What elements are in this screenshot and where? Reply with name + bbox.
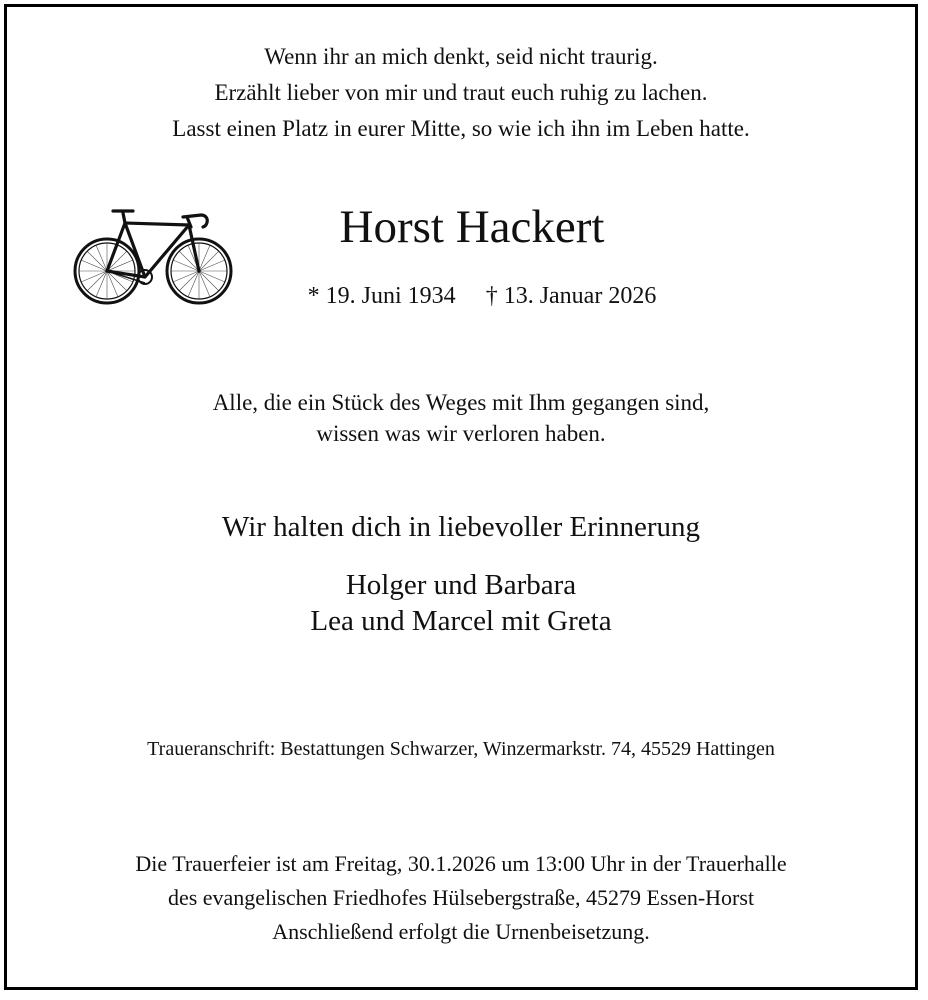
family-names xyxy=(7,567,915,639)
mourning-address: Traueranschrift: Bestattungen Schwarzer, Winzermarkstr. 74, 45529 Hattingen xyxy=(147,738,775,760)
obituary-frame xyxy=(4,4,918,990)
ceremony-line: Anschließend erfolgt die Urnenbeisetzung. xyxy=(272,919,650,944)
quote xyxy=(7,387,915,449)
poem-line: Lasst einen Platz in eurer Mitte, so wie ich ihn im Leben hatte. xyxy=(172,116,750,141)
poem-line: Erzählt lieber von mir und traut euch ruhig zu lachen. xyxy=(214,80,708,105)
death-date: † 13. Januar 2026 xyxy=(485,283,657,309)
ceremony-line: des evangelischen Friedhofes Hülsebergstraße, 45279 Essen-Horst xyxy=(167,885,755,910)
memory-line: Wir halten dich in liebevoller Erinnerung xyxy=(222,511,700,543)
life-dates xyxy=(267,281,697,311)
birth-date: * 19. Juni 1934 xyxy=(307,283,456,309)
quote-line: wissen was wir verloren haben. xyxy=(316,421,606,446)
family-line: Holger und Barbara xyxy=(345,569,577,601)
poem xyxy=(7,39,915,147)
ceremony-info xyxy=(7,847,915,949)
quote-line: Alle, die ein Stück des Weges mit Ihm gegangen sind, xyxy=(212,390,710,415)
poem-line: Wenn ihr an mich denkt, seid nicht traurig. xyxy=(264,44,658,69)
ceremony-line: Die Trauerfeier ist am Freitag, 30.1.2026 um 13:00 Uhr in der Trauerhalle xyxy=(135,851,787,876)
deceased-name: Horst Hackert xyxy=(339,201,605,253)
family-line: Lea und Marcel mit Greta xyxy=(310,605,612,637)
bicycle-icon xyxy=(67,205,239,313)
